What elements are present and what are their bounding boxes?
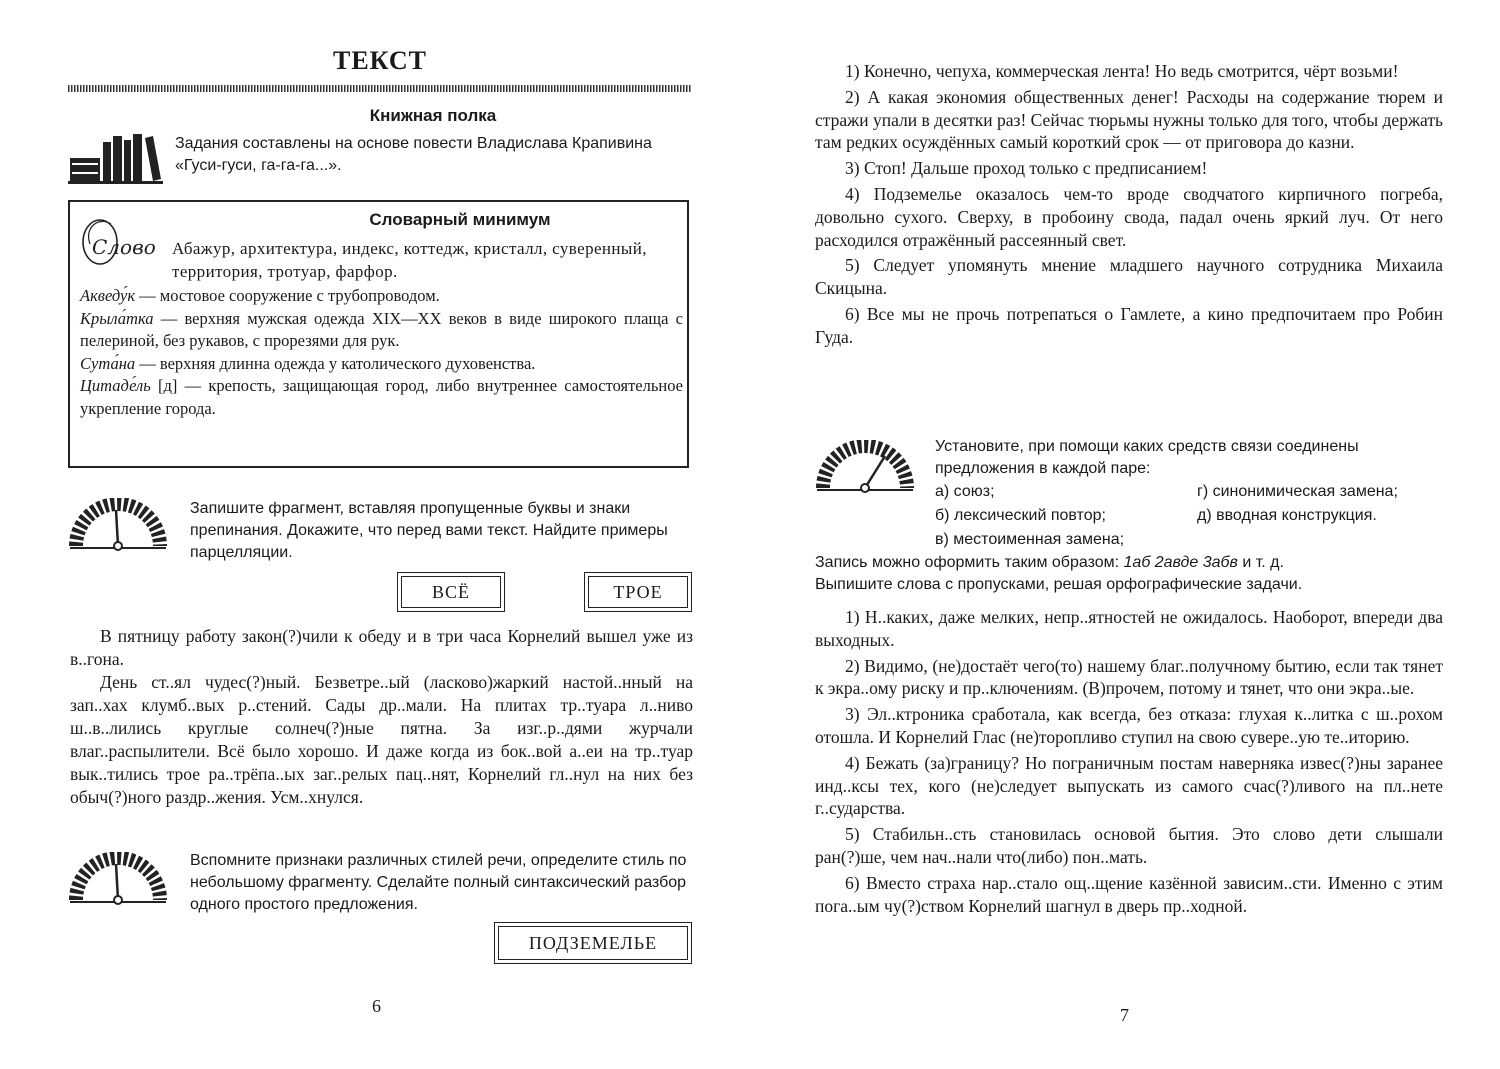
definition-item	[80, 353, 683, 376]
vocabulary-title: Словарный минимум	[369, 210, 551, 229]
sentence-item: 3) Эл..ктроника сработала, как всегда, без отказа: глухая к..литка с ш..рохом отошла. И Корнелий Глас (не)торопливо ступил на свою сувере..ую те..иторию.	[815, 704, 1443, 747]
sentence-item: 5) Следует упомянуть мнение младшего научного сотрудника Михаила Скицына.	[815, 255, 1443, 299]
sentences-list-1	[815, 60, 1443, 352]
sentence-item: 4) Бежать (за)границу? Но пограничным постам наверняка извес(?)ны заранее инд..ксы тех, кого (не)следует выпускать из самого счас(?)ливого на пл..нете г..сударства.	[815, 752, 1443, 819]
speedometer-icon	[68, 852, 168, 908]
option-b: б) лексический повтор;	[935, 507, 1106, 524]
word-box-label: ВСЁ	[431, 581, 470, 602]
option-v: в) местоименная замена;	[935, 531, 1125, 548]
record-format-note	[815, 552, 1445, 574]
bookshelf-icon	[68, 132, 163, 184]
sentence-item: 2) Видимо, (не)достаёт чего(то) нашему благ..получному бытию, если так тянет к экра..ому риску и пр..ключениям. (В)прочем, потому и тянет, что они экра..ые.	[815, 655, 1443, 699]
definition-item	[80, 285, 683, 308]
definition-text: — верхняя мужская одежда XIX—XX веков в виде широкого плаща с пелериной, без рукавов, с прорезями для рук.	[80, 308, 683, 350]
task-instructions-4	[815, 552, 1445, 596]
speedometer-icon	[815, 440, 915, 496]
option-d: д) вводная конструкция.	[1197, 507, 1377, 524]
note-suffix: и т. д.	[1237, 554, 1284, 571]
task-write-out: Выпишите слова с пропусками, решая орфографические задачи.	[815, 576, 1303, 593]
sentences-list-2	[815, 606, 1443, 920]
task-instructions-1: Запишите фрагмент, вставляя пропущенные буквы и знаки препинания. Докажите, что перед вами текст. Найдите примеры парцелляции.	[190, 500, 668, 561]
word-box-podzemelye	[494, 922, 692, 964]
definition-text: — верхняя длинна одежда у католического духовенства.	[135, 353, 536, 373]
word-box-vse	[397, 572, 505, 612]
word-box-troe	[584, 572, 692, 612]
definition-term: Акведу́к	[80, 286, 136, 305]
shelf-title: Книжная полка	[369, 106, 497, 125]
word-box-label: ТРОЕ	[613, 581, 663, 602]
task-instructions-3: Установите, при помощи каких средств связи соединены предложения в каждой паре:	[935, 438, 1359, 477]
exercise-paragraph: В пятницу работу закон(?)чили к обеду и в три часа Корнелий вышел уже из в..гона.	[70, 626, 693, 669]
exercise-paragraph: День ст..ял чудес(?)ный. Безветре..ый (ласково)жаркий настой..нный на зап..хах клумб..вых р..стений. Сады др..мали. На плитах тр..туара л..ниво ш..в..лились круглые солнеч(?)ные пятна. За изг..р..дями журчали влаг..распылители. Всё было хорошо. И даже когда из бок..вой а..еи на тр..туар вык..тились трое ра..трёпа..ых заг..релых пац..нят, Корнелий гл..нул на них без обыч(?)ного раздр..жения. Усм..хнулся.	[70, 672, 693, 807]
sentence-item: 4) Подземелье оказалось чем-то вроде сводчатого кирпичного погреба, довольно сухого. Сверху, в пробоину свода, падал очень яркий луч. От него расходился отражённый рассеянный свет.	[815, 183, 1443, 250]
definition-item	[80, 308, 683, 353]
sentence-item: 2) А какая экономия общественных денег! Расходы на содержание тюрем и стражи упали в десятки раз! Сейчас тюрьмы нужны только для того, чтобы держать там редких осуждённых самый короткий срок — от приговора до казни.	[815, 86, 1443, 153]
sentence-item: 6) Все мы не прочь потрепаться о Гамлете, а кино предпочитаем про Робин Гуда.	[815, 303, 1443, 347]
sentence-item: 6) Вместо страха нар..стало ощ..щение казённой зависим..сти. Именно с этим пога..ым чу(?)ством Корнелий шагнул в дверь пр..ходной.	[815, 872, 1443, 916]
sentence-item: 5) Стабильн..сть становилась основой бытия. Это слово дети слышали ран(?)ше, чем нач..нали что(либо) пон..мать.	[815, 824, 1443, 867]
definition-text: — мостовое сооружение с трубопроводом.	[135, 286, 440, 305]
sentence-item: 1) Н..каких, даже мелких, непр..ятностей не ожидалось. Наоборот, впереди два выходных.	[815, 607, 1443, 650]
vocabulary-words: Абажур, архитектура, индекс, коттедж, кристалл, суверенный, территория, тротуар, фарфор.	[172, 239, 647, 281]
page-number-right: 7	[1120, 1005, 1129, 1025]
definition-term: Сута́на	[80, 353, 136, 373]
note-prefix: Запись можно оформить таким образом:	[815, 554, 1124, 571]
vocabulary-box	[68, 200, 689, 468]
sentence-item: 3) Стоп! Дальше проход только с предписанием!	[845, 158, 1208, 179]
definition-term: Цитаде́ль	[80, 376, 151, 395]
speedometer-icon	[68, 498, 168, 554]
title-hatch-rule	[68, 85, 692, 92]
exercise-text	[70, 625, 693, 809]
option-g: г) синонимическая замена;	[1197, 483, 1398, 500]
shelf-description: Задания составлены на основе повести Владислава Крапивина «Гуси-гуси, га-га-га...».	[175, 135, 652, 174]
note-example: 1аб 2авде 3абв	[1123, 554, 1238, 571]
definition-item	[80, 375, 683, 420]
page-number-left: 6	[372, 996, 381, 1016]
task-instructions-2: Вспомните признаки различных стилей речи, определите стиль по небольшому фрагменту. Сделайте полный синтаксический разбор одного простого предложения.	[190, 852, 687, 913]
definitions-list	[80, 285, 683, 420]
slovo-icon-label: Слово	[92, 235, 156, 259]
slovo-script-icon	[78, 214, 164, 270]
sentence-item: 1) Конечно, чепуха, коммерческая лента! Но ведь смотрится, чёрт возьми!	[845, 61, 1399, 81]
page-title: ТЕКСТ	[332, 46, 427, 75]
option-a: а) союз;	[935, 483, 995, 500]
definition-text: [д] — крепость, защищающая город, либо внутреннее самостоятельное укрепление города.	[80, 376, 683, 418]
word-box-label: ПОДЗЕМЕЛЬЕ	[528, 932, 658, 953]
definition-term: Крыла́тка	[80, 308, 154, 328]
